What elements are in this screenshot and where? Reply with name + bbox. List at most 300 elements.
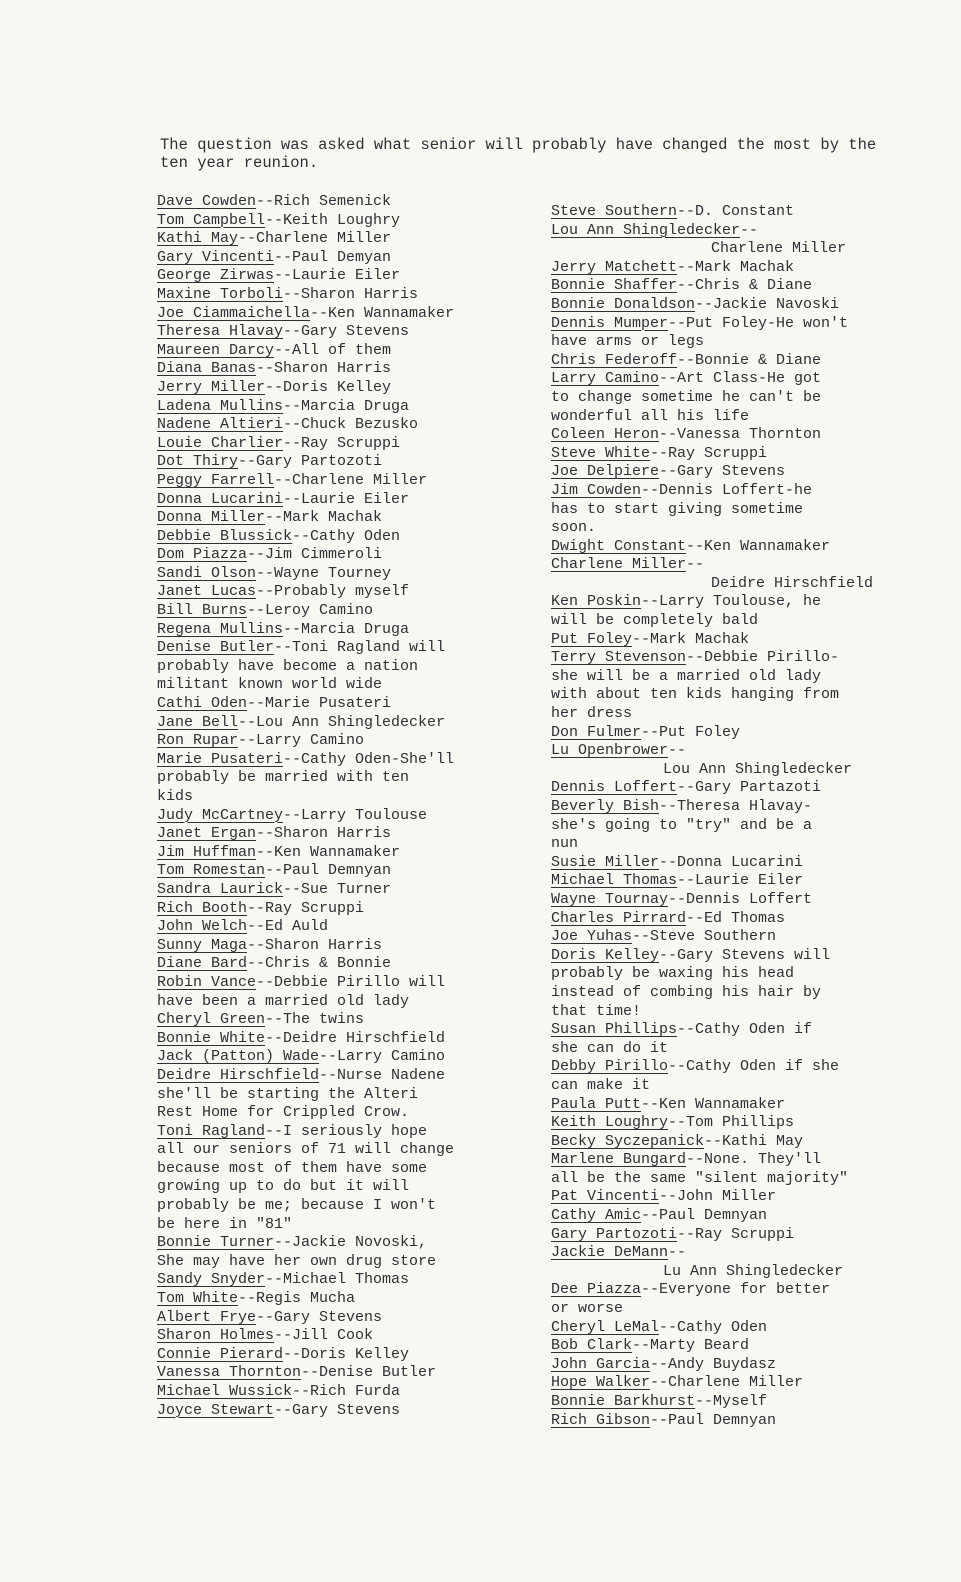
entry-answer: --Art Class-He got (659, 370, 822, 388)
entry (157, 416, 537, 435)
entry-continuation: she'll be starting the Alteri Rest Home for Crippled Crow. (157, 1085, 419, 1122)
entry (157, 918, 537, 937)
entry-answer: --Jackie Navoski (695, 295, 840, 313)
entry-answer: --Paul Demnyan (650, 1411, 777, 1429)
entry (157, 1067, 537, 1123)
entry-name: Put Foley (551, 630, 633, 648)
entry-answer: --Gary Partazoti (677, 779, 822, 797)
entry (157, 1364, 537, 1383)
entry-answer: --Larry Toulouse, he (641, 593, 822, 611)
entry-answer: --I seriously hope (265, 1122, 428, 1140)
entry (551, 1207, 946, 1226)
entry (551, 1412, 946, 1431)
entry (157, 937, 537, 956)
entry-name: Rich Booth (157, 899, 248, 917)
entry-answer: --Mark Machak (632, 630, 750, 648)
entry-answer: --Chris & Diane (677, 277, 813, 295)
entry (551, 538, 946, 557)
entry (551, 222, 946, 259)
entry-answer: --Wayne Tourney (256, 564, 392, 582)
entry-answer: --Cathy Oden (292, 527, 401, 545)
entry (157, 862, 537, 881)
entry-name: Paula Putt (551, 1095, 642, 1113)
entry-answer: --D. Constant (677, 203, 795, 220)
entry-name: Nadene Altieri (157, 416, 284, 434)
entry-name: Cheryl Green (157, 1011, 266, 1029)
entry (157, 472, 537, 491)
entry-name: Lou Ann Shingledecker (551, 221, 741, 239)
entry-name: Susan Phillips (551, 1021, 678, 1039)
entry-name: Dee Piazza (551, 1281, 642, 1299)
entry-name: Bonnie Shaffer (551, 277, 678, 295)
entry-name: Hope Walker (551, 1374, 651, 1392)
right-column (551, 203, 946, 1430)
entry (551, 1058, 946, 1095)
entry-answer: --Rich Semenick (256, 193, 392, 210)
entry-name: Tom White (157, 1290, 239, 1308)
entry-name: Bonnie Donaldson (551, 295, 696, 313)
entry-name: Jane Bell (157, 713, 239, 731)
entry (551, 798, 946, 854)
entry-answer: --Ray Scruppi (677, 1225, 795, 1243)
entry-name: Louie Charlier (157, 434, 284, 452)
entry (157, 398, 537, 417)
entry-name: Maureen Darcy (157, 341, 275, 359)
entry-name: Michael Thomas (551, 872, 678, 890)
entry (551, 445, 946, 464)
entry (551, 203, 946, 222)
entry-name: Vanessa Thornton (157, 1364, 302, 1382)
entry-name: Cathy Amic (551, 1207, 642, 1225)
entry (157, 491, 537, 510)
entry-answer: --Paul Demnyan (265, 862, 392, 880)
entry-answer: --Put Foley-He won't (668, 314, 849, 332)
entry-name: Pat Vincenti (551, 1188, 660, 1206)
entry-answer: --Ken Wannamaker (310, 304, 455, 322)
entry-name: Diana Banas (157, 360, 257, 378)
entry-name: Deidre Hirschfield (157, 1066, 320, 1084)
entry-name: Lu Openbrower (551, 742, 669, 760)
entry-answer: --Gary Stevens will (659, 946, 831, 964)
entry (157, 249, 537, 268)
entry-answer: --Andy Buydasz (650, 1355, 777, 1373)
entry-name: Denise Butler (157, 639, 275, 657)
entry-name: Debby Pirillo (551, 1058, 669, 1076)
entry-answer: --Probably myself (256, 583, 410, 601)
entry-name: Dot Thiry (157, 453, 239, 471)
entry-continuation: probably have become a nation militant known world wide (157, 657, 419, 694)
entry-answer: --Marcia Druga (283, 620, 410, 638)
entry-answer: --Theresa Hlavay- (659, 798, 813, 815)
entry (157, 807, 537, 826)
entry-answer: --Everyone for better (641, 1281, 831, 1299)
entry-name: Bonnie White (157, 1029, 266, 1047)
entry-answer: --Ken Wannamaker (641, 1095, 786, 1113)
entry-answer: --Debbie Pirillo- (686, 649, 840, 667)
entry-answer: --Nurse Nadene (319, 1066, 446, 1084)
entry (551, 482, 946, 538)
entry (157, 528, 537, 547)
entry (157, 1290, 537, 1309)
entry-answer: --Leroy Camino (247, 602, 374, 620)
entry-continuation: have been a married old lady (157, 992, 410, 1010)
entry (157, 193, 537, 212)
entry-name: Janet Lucas (157, 583, 257, 601)
entry (551, 742, 946, 779)
entry-name: Joyce Stewart (157, 1401, 275, 1419)
entry-answer: --Jim Cimmeroli (247, 546, 383, 564)
entry-name: Ken Poskin (551, 593, 642, 611)
entry (551, 315, 946, 352)
entry-answer: --Ken Wannamaker (256, 843, 401, 861)
entry-name: Jackie DeMann (551, 1244, 669, 1262)
entry-answer: --Chuck Bezusko (283, 416, 419, 434)
entry-name: Coleen Heron (551, 426, 660, 444)
entry-answer: --Rich Furda (292, 1383, 401, 1400)
entry-name: Don Fulmer (551, 723, 642, 741)
entry-answer: --Bonnie & Diane (677, 351, 822, 369)
entry-continuation: has to start giving sometime soon. (551, 500, 804, 537)
entry (551, 259, 946, 278)
entry-name: Regena Mullins (157, 620, 284, 638)
entry (551, 1096, 946, 1115)
entry (551, 1133, 946, 1152)
entry-name: Bill Burns (157, 602, 248, 620)
entry (157, 360, 537, 379)
entry (551, 631, 946, 650)
entry (551, 1337, 946, 1356)
entry-name: Judy McCartney (157, 806, 284, 824)
entry (157, 900, 537, 919)
entry-name: Peggy Farrell (157, 471, 275, 489)
entry-answer: --Regis Mucha (238, 1290, 356, 1308)
entry-answer: --Paul Demnyan (641, 1207, 768, 1225)
entry-name: Michael Wussick (157, 1383, 293, 1400)
entry-name: Larry Camino (551, 370, 660, 388)
entry-answer: --All of them (274, 341, 392, 359)
entry-name: Theresa Hlavay (157, 323, 284, 341)
entry-answer: --Larry Camino (319, 1048, 446, 1066)
entry-answer: --Larry Camino (238, 732, 365, 750)
entry (551, 556, 946, 593)
entry-answer: --Lou Ann Shingledecker (238, 713, 446, 731)
entry (551, 277, 946, 296)
entry-answer: --Paul Demyan (274, 248, 392, 266)
entry (551, 1281, 946, 1318)
entry (551, 1374, 946, 1393)
entry (157, 1309, 537, 1328)
entry-name: Toni Ragland (157, 1122, 266, 1140)
entry-answer: --Ken Wannamaker (686, 537, 831, 555)
entry-name: Dennis Loffert (551, 779, 678, 797)
entry-answer: --Donna Lucarini (659, 853, 804, 871)
entry-name: Sandy Snyder (157, 1271, 266, 1289)
entry-name: Sunny Maga (157, 936, 248, 954)
entry (157, 286, 537, 305)
entry-answer: --Sharon Harris (283, 285, 419, 303)
entry-answer: --Jill Cook (274, 1327, 374, 1345)
entry-answer: --Marie Pusateri (247, 695, 392, 713)
entry-name: Terry Stevenson (551, 649, 687, 667)
entry-name: Dwight Constant (551, 537, 687, 555)
entry (157, 267, 537, 286)
entry-answer: --Ray Scruppi (283, 434, 401, 452)
entry-name: Joe Delpiere (551, 463, 660, 481)
entry-answer: --Sharon Harris (247, 936, 383, 954)
entry-answer: --Cathy Oden (659, 1318, 768, 1336)
entry (157, 583, 537, 602)
entry-continuation: she will be a married old lady with about ten kids hanging from her dress (551, 667, 840, 723)
entry-name: Bonnie Barkhurst (551, 1393, 696, 1410)
left-column (157, 193, 537, 1420)
entry-name: Steve Southern (551, 203, 678, 220)
entry-name: Jim Huffman (157, 843, 257, 861)
entry-answer: --Laurie Eiler (274, 267, 401, 285)
entry-name: Marie Pusateri (157, 750, 284, 768)
entry-name: Ladena Mullins (157, 397, 284, 415)
entry-answer: --Denise Butler (301, 1364, 437, 1382)
entry-name: Doris Kelley (551, 946, 660, 964)
entry-answer: --Ed Thomas (686, 909, 786, 927)
entry-answer: --Sharon Harris (256, 825, 392, 843)
entry-name: Donna Lucarini (157, 490, 284, 508)
entry-name: George Zirwas (157, 267, 275, 285)
entry-name: Jerry Miller (157, 378, 266, 396)
entry-answer: --The twins (265, 1011, 365, 1029)
entry-name: Maxine Torboli (157, 285, 284, 303)
entry (551, 352, 946, 371)
entry (551, 370, 946, 426)
entry-answer: --Myself (695, 1393, 768, 1410)
entry-name: Becky Syczepanick (551, 1132, 705, 1150)
entry-name: Bob Clark (551, 1337, 633, 1355)
entry (157, 212, 537, 231)
entry (157, 435, 537, 454)
entry (551, 1114, 946, 1133)
entry-answer: --Debbie Pirillo will (256, 973, 446, 991)
entry-name: Janet Ergan (157, 825, 257, 843)
entry-answer: --Ray Scruppi (247, 899, 365, 917)
entry (157, 565, 537, 584)
entry (157, 453, 537, 472)
entry-continuation: she's going to "try" and be a nun (551, 816, 813, 853)
entry (551, 724, 946, 743)
entry (157, 751, 537, 807)
entry-answer: --John Miller (659, 1188, 777, 1206)
entry-continuation: She may have her own drug store (157, 1252, 437, 1270)
entry-answer: --Put Foley (641, 723, 741, 741)
entry (551, 891, 946, 910)
entry-name: Tom Romestan (157, 862, 266, 880)
entry-answer: -- (668, 1244, 687, 1262)
entry-name: Albert Frye (157, 1308, 257, 1326)
entry-answer: --Tom Phillips (668, 1114, 795, 1132)
entry-name: Joe Ciammaichella (157, 304, 311, 322)
entry-name: Beverly Bish (551, 798, 660, 815)
entry-answer: --Marty Beard (632, 1337, 750, 1355)
entry (551, 872, 946, 891)
entry-answer: --Sue Turner (283, 880, 392, 898)
entry-answer: --Gary Stevens (283, 323, 410, 341)
entry (551, 928, 946, 947)
entry-name: Chris Federoff (551, 351, 678, 369)
entry-answer: --Steve Southern (632, 928, 777, 946)
entry-name: Robin Vance (157, 973, 257, 991)
entry-continuation: will be completely bald (551, 612, 759, 630)
entry-answer: --Michael Thomas (265, 1271, 410, 1289)
entry-answer: --Cathy Oden-She'll (283, 750, 455, 768)
entry (551, 1021, 946, 1058)
entry-name: Donna Miller (157, 509, 266, 527)
entry-answer: -- (740, 221, 759, 239)
entry (551, 296, 946, 315)
entry-name: Kathi May (157, 230, 239, 248)
entry (551, 1244, 946, 1281)
entry (157, 621, 537, 640)
entry (157, 379, 537, 398)
entry-answer: --Doris Kelley (283, 1345, 410, 1363)
entry-name: Gary Vincenti (157, 248, 275, 266)
entry-answer: --Jackie Novoski, (274, 1234, 428, 1252)
entry-answer: --Cathy Oden if (677, 1021, 813, 1039)
entry (157, 342, 537, 361)
entry-name: Charlene Miller (551, 556, 687, 574)
entry (551, 779, 946, 798)
entry (551, 947, 946, 1021)
entry (157, 1383, 537, 1402)
entry-answer: --Ray Scruppi (650, 444, 768, 462)
entry (157, 1030, 537, 1049)
entry-answer: --Toni Ragland will (274, 639, 446, 657)
entry-name: Sandra Laurick (157, 880, 284, 898)
entry-name: Joe Yuhas (551, 928, 633, 946)
entry (157, 1123, 537, 1235)
entry-answer: --Kathi May (704, 1132, 804, 1150)
entry-answer: --Mark Machak (265, 509, 383, 527)
entry-answer: --Charlene Miller (238, 230, 392, 248)
entry-answer: --Chris & Bonnie (247, 955, 392, 973)
entry-name: Debbie Blussick (157, 527, 293, 545)
entry (157, 1048, 537, 1067)
entry (157, 323, 537, 342)
entry (551, 463, 946, 482)
entry-name: Charles Pirrard (551, 909, 687, 927)
entry-name: Cheryl LeMal (551, 1318, 660, 1336)
entry-continuation: can make it (551, 1076, 651, 1094)
entry (157, 1346, 537, 1365)
entry (157, 955, 537, 974)
entry-name: Dennis Mumper (551, 314, 669, 332)
entry-continuation: or worse (551, 1300, 624, 1318)
entry-continuation: probably be married with ten kids (157, 769, 410, 805)
entry-name: Dave Cowden (157, 193, 257, 210)
entry-answer: --Charlene Miller (650, 1374, 804, 1392)
entry (551, 854, 946, 873)
entry (157, 602, 537, 621)
entry-continuation: Lu Ann Shingledecker (663, 1262, 844, 1280)
entry-answer: --Laurie Eiler (677, 872, 804, 890)
entry-answer: --Cathy Oden if she (668, 1058, 840, 1076)
entry-answer: --Doris Kelley (265, 378, 392, 396)
entry-name: Sandi Olson (157, 564, 257, 582)
entry-answer: --Gary Stevens (659, 463, 786, 481)
entry (157, 546, 537, 565)
entry-answer: --Vanessa Thornton (659, 426, 822, 444)
entry (551, 1356, 946, 1375)
entry-continuation: probably be waxing his head instead of combing his hair by that time! (551, 965, 822, 1020)
intro-question: The question was asked what senior will probably have changed the most by the ten year reunion. (160, 136, 877, 172)
entry-answer: --Deidre Hirschfield (265, 1029, 446, 1047)
entry-name: Bonnie Turner (157, 1234, 275, 1252)
entry-name: John Welch (157, 918, 248, 936)
entry-continuation: to change sometime he can't be wonderful all his life (551, 388, 822, 425)
entry-answer: --Dennis Loffert (668, 890, 813, 908)
entry-name: Tom Campbell (157, 211, 266, 229)
entry (551, 593, 946, 630)
entry (157, 230, 537, 249)
entry (157, 1327, 537, 1346)
entry-name: John Garcia (551, 1355, 651, 1373)
entry-name: Ron Rupar (157, 732, 239, 750)
entry (551, 1319, 946, 1338)
entry-answer: --None. They'll (686, 1151, 822, 1169)
entry-continuation: Deidre Hirschfield (711, 574, 874, 592)
entry (157, 825, 537, 844)
entry-name: Susie Miller (551, 853, 660, 871)
entry (551, 649, 946, 723)
entry-answer: --Charlene Miller (274, 471, 428, 489)
entry (157, 1011, 537, 1030)
entry-continuation: Charlene Miller (711, 240, 847, 258)
entry-answer: --Marcia Druga (283, 397, 410, 415)
entry-name: Cathi Oden (157, 695, 248, 713)
entry (551, 1151, 946, 1188)
entry-answer: --Laurie Eiler (283, 490, 410, 508)
entry-name: Connie Pierard (157, 1345, 284, 1363)
entry (551, 1188, 946, 1207)
entry (551, 426, 946, 445)
entry-continuation: she can do it (551, 1039, 669, 1057)
entry-answer: --Dennis Loffert-he (641, 481, 813, 499)
entry-name: Gary Partozoti (551, 1225, 678, 1243)
entry-answer: -- (686, 556, 705, 574)
entry (551, 1393, 946, 1412)
entry-continuation: all our seniors of 71 will change because most of them have some growing up to do but it will probably be me; because I won't be here in "81" (157, 1141, 455, 1233)
entry (157, 305, 537, 324)
entry (157, 974, 537, 1011)
entry-name: Marlene Bungard (551, 1151, 687, 1169)
entry-name: Diane Bard (157, 955, 248, 973)
entry (157, 509, 537, 528)
entry (157, 695, 537, 714)
entry-name: Sharon Holmes (157, 1327, 275, 1345)
entry-answer: --Gary Stevens (256, 1308, 383, 1326)
entry (157, 714, 537, 733)
entry-name: Wayne Tournay (551, 890, 669, 908)
entry-answer: --Gary Stevens (274, 1401, 401, 1419)
entry (157, 844, 537, 863)
entry-answer: --Keith Loughry (265, 211, 401, 229)
entry-name: Keith Loughry (551, 1114, 669, 1132)
entry (551, 910, 946, 929)
entry (157, 1402, 537, 1421)
entry (157, 1234, 537, 1271)
entry-continuation: Lou Ann Shingledecker (663, 760, 853, 778)
entry-continuation: all be the same "silent majority" (551, 1169, 849, 1187)
entry-name: Steve White (551, 444, 651, 462)
entry (157, 732, 537, 751)
entry-answer: --Larry Toulouse (283, 806, 428, 824)
